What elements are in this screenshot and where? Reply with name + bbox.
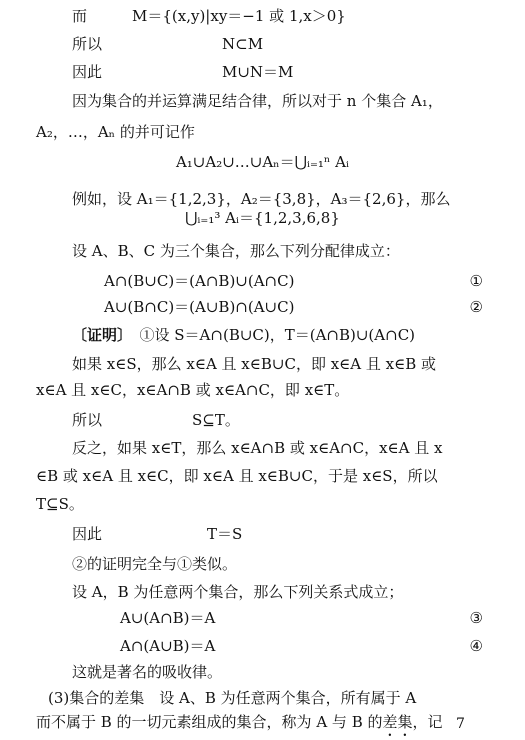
- text-line: 设 A、B、C 为三个集合，那么下列分配律成立：: [72, 242, 400, 260]
- text-line: T⊆S。: [36, 495, 84, 513]
- equation-label-4: ④: [469, 637, 483, 655]
- text-segment: ，记: [412, 713, 443, 731]
- proof-heading: 〔证明〕: [72, 326, 125, 344]
- text-line: 这就是著名的吸收律。: [72, 663, 223, 681]
- equation-label-2: ②: [469, 298, 483, 316]
- text-line: A₂，…，Aₙ 的并可记作: [36, 123, 195, 141]
- text-line: (3)集合的差集 设 A、B 为任意两个集合，所有属于 A: [48, 689, 417, 707]
- emphasized-term: 差集: [382, 713, 413, 731]
- text-line: ∈B 或 x∈A 且 x∈C，即 x∈A 且 x∈B∪C，于是 x∈S，所以: [36, 467, 438, 485]
- text-line: 所以 S⊆T。: [72, 411, 240, 429]
- text-line: x∈A 且 x∈C，x∈A∩B 或 x∈A∩C，即 x∈T。: [36, 381, 350, 399]
- text-segment: 而不属于 B 的一切元素组成的集合，称为 A 与 B 的: [36, 713, 383, 731]
- text-line: 如果 x∈S，那么 x∈A 且 x∈B∪C，即 x∈A 且 x∈B 或: [72, 355, 436, 373]
- page-number: 7: [456, 716, 465, 732]
- formula-union-n: A₁∪A₂∪…∪Aₙ＝⋃ᵢ₌₁ⁿ Aᵢ: [175, 153, 350, 171]
- text-line: ②的证明完全与①类似。: [72, 555, 238, 573]
- proof-line: [72, 325, 415, 345]
- formula-union-3: ⋃ᵢ₌₁³ Aᵢ＝{1,2,3,6,8}: [185, 209, 340, 227]
- formula-absorption-1: A∪(A∩B)＝A: [120, 609, 216, 627]
- text-line: 因为集合的并运算满足结合律，所以对于 n 个集合 A₁，: [72, 92, 443, 110]
- proof-text: ①设 S＝A∩(B∪C)，T＝(A∩B)∪(A∩C): [124, 326, 416, 344]
- text-line: 设 A，B 为任意两个集合，那么下列关系式成立；: [72, 583, 404, 601]
- text-line: 例如，设 A₁＝{1,2,3}，A₂＝{3,8}，A₃＝{2,6}，那么: [72, 190, 451, 208]
- text-line: 而 M＝{(x,y)|xy＝−1 或 1,x＞0}: [72, 7, 346, 25]
- formula-absorption-2: A∩(A∪B)＝A: [120, 637, 216, 655]
- text-line: 因此 T＝S: [72, 525, 243, 543]
- text-line: 所以 N⊂M: [72, 35, 264, 53]
- formula-distributive-2: A∪(B∩C)＝(A∪B)∩(A∪C): [104, 298, 295, 316]
- formula-distributive-1: A∩(B∪C)＝(A∩B)∪(A∩C): [104, 272, 295, 290]
- text-line: 因此 M∪N＝M: [72, 63, 294, 81]
- equation-label-1: ①: [469, 272, 483, 290]
- text-line: 反之，如果 x∈T，那么 x∈A∩B 或 x∈A∩C，x∈A 且 x: [72, 439, 443, 457]
- equation-label-3: ③: [469, 609, 483, 627]
